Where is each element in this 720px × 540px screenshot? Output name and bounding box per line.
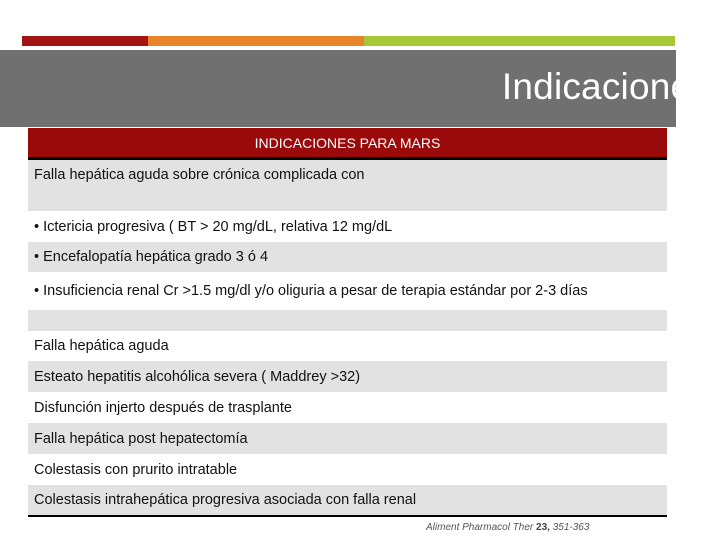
table-row: [28, 331, 667, 361]
row-text: Esteato hepatitis alcohólica severa ( Maddrey >32): [34, 368, 361, 385]
table-row: [28, 160, 667, 211]
citation-volume: 23,: [536, 522, 550, 533]
indications-table: [28, 128, 667, 517]
row-text: Colestasis con prurito intratable: [34, 461, 238, 478]
table-row: [28, 242, 667, 272]
table-row-spacer: [28, 310, 667, 331]
row-text: • Ictericia progresiva ( BT > 20 mg/dL, relativa 12 mg/dL: [34, 218, 393, 235]
accent-bar: [22, 36, 675, 46]
row-text: Falla hepática post hepatectomía: [34, 430, 248, 447]
row-text: Disfunción injerto después de trasplante: [34, 399, 292, 416]
table-header: INDICACIONES PARA MARS: [28, 128, 667, 160]
row-text: Colestasis intrahepática progresiva asociada con falla renal: [34, 492, 417, 508]
table-row: [28, 211, 667, 242]
row-text: Falla hepática aguda: [34, 338, 169, 354]
slide-title: Indicaciones: [501, 66, 710, 107]
table-row: [28, 454, 667, 485]
table-row: [28, 423, 667, 454]
accent-segment-orange: [148, 36, 364, 46]
citation-journal: Aliment Pharmacol Ther: [426, 522, 534, 533]
table-row: [28, 485, 667, 515]
accent-segment-green: [364, 36, 675, 46]
table-row: [28, 392, 667, 423]
row-text: • Insuficiencia renal Cr >1.5 mg/dl y/o oliguria a pesar de terapia estándar por 2-3 días: [34, 283, 588, 299]
row-text: Falla hepática aguda sobre crónica complicada con: [34, 167, 365, 183]
table-bottom-rule: [28, 515, 667, 517]
citation: [426, 522, 589, 533]
citation-pages: 351-363: [552, 522, 590, 533]
accent-segment-red: [22, 36, 148, 46]
table-row: [28, 361, 667, 392]
table-row: [28, 272, 667, 310]
row-text: • Encefalopatía hepática grado 3 ó 4: [34, 249, 269, 265]
